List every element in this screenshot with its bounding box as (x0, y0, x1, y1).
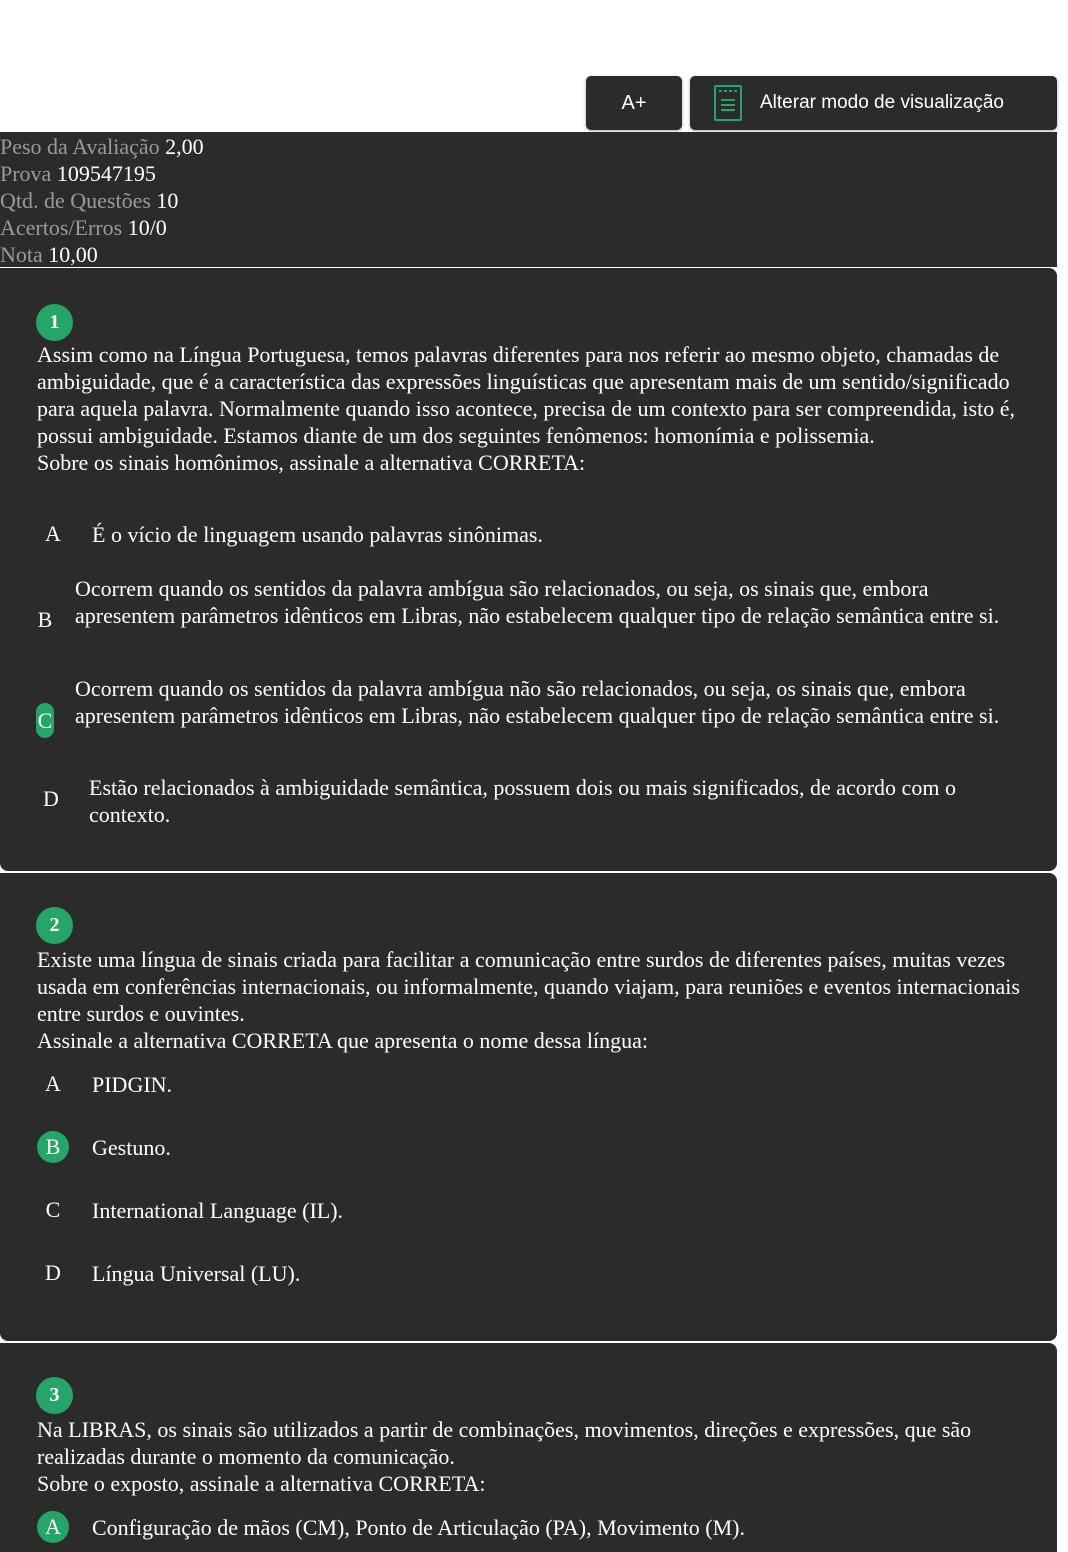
option-text: International Language (IL). (92, 1198, 344, 1223)
option-text: Estão relacionados à ambiguidade semântica, possuem dois ou mais significados, de acordo com o contexto. (89, 775, 956, 827)
option-text: Ocorrem quando os sentidos da palavra ambígua são relacionados, ou seja, os sinais que, embora apresentem parâmetros idênticos em Libras, não estabelecem qualquer tipo de relação semântica entre si. (75, 576, 1000, 628)
option-text: Língua Universal (LU). (92, 1261, 301, 1286)
option-letter: D (45, 1260, 61, 1285)
question-text (37, 341, 1027, 476)
question-number: 3 (36, 1377, 73, 1414)
prova-label: Prova (0, 161, 52, 186)
change-view-mode-button[interactable] (690, 76, 1057, 130)
question-text (37, 1416, 1027, 1497)
question-number: 2 (36, 907, 73, 944)
nota-value: 10,00 (48, 242, 98, 267)
change-view-mode-label: Alterar modo de visualização (760, 92, 1004, 113)
acertos-label: Acertos/Erros (0, 215, 123, 240)
question-statement: Existe uma língua de sinais criada para facilitar a comunicação entre surdos de diferentes países, muitas vezes usada em conferências internacionais, ou informalmente, quando viajam, para reuniões e eventos internacionais entre surdos e ouvintes. (37, 947, 1020, 1026)
question-prompt: Assinale a alternativa CORRETA que apresenta o nome dessa língua: (37, 1028, 649, 1053)
summary-prova (0, 160, 1057, 187)
prova-value: 109547195 (56, 161, 156, 186)
assessment-summary (0, 132, 1057, 267)
question-statement: Assim como na Língua Portuguesa, temos palavras diferentes para nos referir ao mesmo objeto, chamadas de ambiguidade, que é a característica das expressões linguísticas que apresentam mais de um sentido/significado para aquela palavra. Normalmente quando isso acontece, precisa de um contexto para ser compreendida, isto é, possui ambiguidade. Estamos diante de um dos seguintes fenômenos: homonímia e polissemia. (37, 342, 1015, 448)
question-prompt: Sobre os sinais homônimos, assinale a alternativa CORRETA: (37, 450, 586, 475)
option-text: Ocorrem quando os sentidos da palavra ambígua não são relacionados, ou seja, os sinais que, embora apresentem parâmetros idênticos em Libras, não estabelecem qualquer tipo de relação semântica entre si. (75, 676, 1000, 728)
option-text: É o vício de linguagem usando palavras sinônimas. (92, 522, 543, 547)
summary-acertos (0, 214, 1057, 241)
peso-label: Peso da Avaliação (0, 134, 160, 159)
acertos-value: 10/0 (127, 215, 167, 240)
option-text: Configuração de mãos (CM), Ponto de Articulação (PA), Movimento (M). (92, 1515, 745, 1540)
option-letter: D (43, 786, 59, 811)
qtd-value: 10 (156, 188, 179, 213)
question-statement: Na LIBRAS, os sinais são utilizados a partir de combinações, movimentos, direções e expressões, que são realizadas durante o momento da comunicação. (37, 1417, 972, 1469)
option-letter: A (45, 1071, 61, 1096)
question-card (0, 1343, 1057, 1552)
option-text: Gestuno. (92, 1135, 171, 1160)
option-letter: A (45, 521, 61, 546)
document-icon (714, 85, 742, 121)
option-letter-correct: B (37, 1131, 69, 1163)
option-letter-correct: C (36, 703, 54, 738)
question-card (0, 268, 1057, 871)
summary-nota (0, 241, 1057, 268)
option-letter: B (37, 607, 53, 632)
qtd-label: Qtd. de Questões (0, 188, 151, 213)
option-text: PIDGIN. (92, 1072, 173, 1097)
question-card (0, 873, 1057, 1341)
question-prompt: Sobre o exposto, assinale a alternativa CORRETA: (37, 1471, 486, 1496)
nota-label: Nota (0, 242, 43, 267)
summary-qtd (0, 187, 1057, 214)
summary-peso (0, 133, 1057, 160)
font-size-increase-button[interactable]: A+ (586, 76, 682, 130)
option-letter-correct: A (37, 1511, 69, 1543)
question-number: 1 (36, 304, 73, 341)
question-text (37, 946, 1027, 1054)
peso-value: 2,00 (165, 134, 204, 159)
option-letter: C (45, 1197, 61, 1222)
